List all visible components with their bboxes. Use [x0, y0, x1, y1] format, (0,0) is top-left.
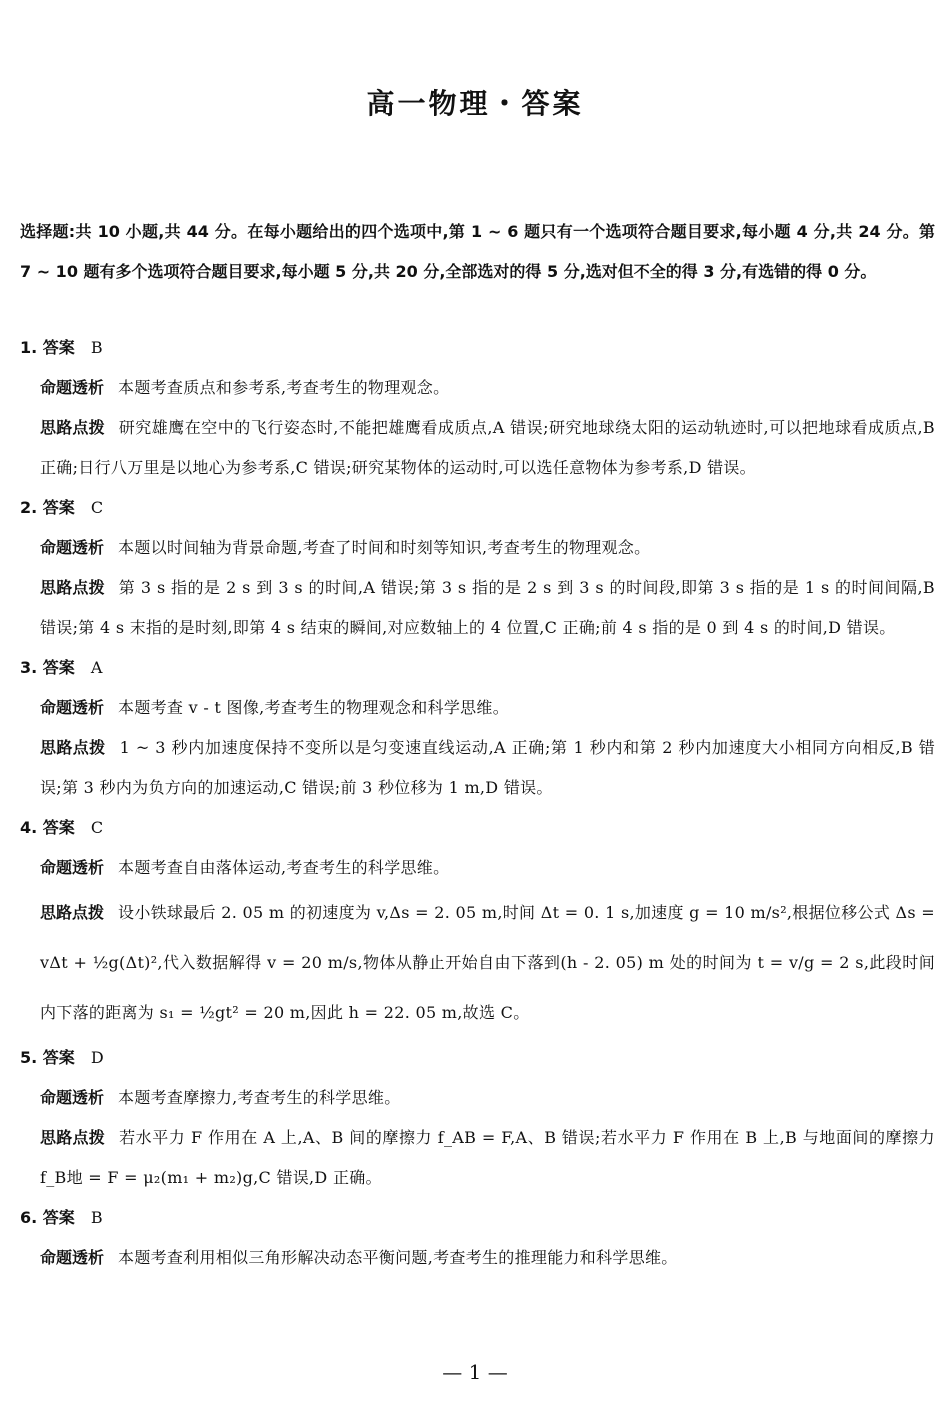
- hint-label: 思路点拨: [40, 903, 105, 922]
- hint-label: 思路点拨: [40, 1128, 106, 1147]
- insight-text: 本题考查利用相似三角形解决动态平衡问题,考查考生的推理能力和科学思维。: [118, 1248, 678, 1267]
- insight-label: 命题透析: [40, 378, 105, 397]
- answer-item: [20, 1198, 935, 1278]
- answer-label: 答案: [42, 1048, 75, 1067]
- insight-paragraph: [20, 1078, 935, 1118]
- answer-value: C: [90, 818, 104, 837]
- insight-paragraph: [20, 528, 935, 568]
- answer-value: C: [90, 498, 104, 517]
- insight-paragraph: [20, 1238, 935, 1278]
- insight-text: 本题考查 v - t 图像,考查考生的物理观念和科学思维。: [118, 698, 510, 717]
- item-number: 1.: [20, 338, 38, 357]
- item-number: 2.: [20, 498, 38, 517]
- answer-list: [20, 328, 935, 1278]
- hint-text: 设小铁球最后 2. 05 m 的初速度为 v,Δs = 2. 05 m,时间 Δt = 0. 1 s,加速度 g = 10 m/s²,根据位移公式 Δs = vΔt + ½g(Δt)²,代入数据解得 v = 20 m/s,物体从静止开始自由下落到(h - 2. 05) m 处的时间为 t = v/g = 2 s,此段时间内下落的距离为 s₁ = ½gt² = 20 m,因此 h = 22. 05 m,故选 C。: [40, 903, 935, 1022]
- insight-label: 命题透析: [40, 698, 105, 717]
- answer-item: [20, 328, 935, 488]
- answer-label: 答案: [42, 498, 75, 517]
- instructions-paragraph: 选择题:共 10 小题,共 44 分。在每小题给出的四个选项中,第 1 ~ 6 题只有一个选项符合题目要求,每小题 4 分,共 24 分。第 7 ~ 10 题有多个选项符合题目要求,每小题 5 分,共 20 分,全部选对的得 5 分,选对但不全的得 3 分,有选错的得 0 分。: [20, 222, 935, 281]
- item-number: 6.: [20, 1208, 38, 1227]
- hint-paragraph: [20, 888, 935, 1038]
- answer-label: 答案: [42, 658, 75, 677]
- insight-paragraph: [20, 848, 935, 888]
- insight-label: 命题透析: [40, 858, 105, 877]
- insight-label: 命题透析: [40, 1088, 105, 1107]
- hint-label: 思路点拨: [40, 578, 105, 597]
- answer-value: B: [90, 1208, 103, 1227]
- answer-item: [20, 488, 935, 648]
- hint-paragraph: [20, 728, 935, 808]
- hint-paragraph: [20, 408, 935, 488]
- insight-label: 命题透析: [40, 538, 105, 557]
- answer-label: 答案: [42, 818, 75, 837]
- hint-label: 思路点拨: [40, 738, 106, 757]
- item-header: [20, 1198, 935, 1238]
- hint-text: 第 3 s 指的是 2 s 到 3 s 的时间,A 错误;第 3 s 指的是 2 s 到 3 s 的时间段,即第 3 s 指的是 1 s 的时间间隔,B 错误;第 4 s 末指的是时刻,即第 4 s 结束的瞬间,对应数轴上的 4 位置,C 正确;前 4 s 指的是 0 到 4 s 的时间,D 错误。: [40, 578, 935, 637]
- page-title: 高一物理・答案: [366, 87, 584, 120]
- hint-paragraph: [20, 1118, 935, 1198]
- insight-text: 本题考查质点和参考系,考查考生的物理观念。: [118, 378, 450, 397]
- hint-paragraph: [20, 568, 935, 648]
- insight-text: 本题考查摩擦力,考查考生的科学思维。: [118, 1088, 401, 1107]
- item-number: 3.: [20, 658, 38, 677]
- hint-text: 1 ~ 3 秒内加速度保持不变所以是匀变速直线运动,A 正确;第 1 秒内和第 2 秒内加速度大小相同方向相反,B 错误;第 3 秒内为负方向的加速运动,C 错误;前 3 秒位移为 1 m,D 错误。: [40, 738, 935, 797]
- item-header: [20, 808, 935, 848]
- answer-value: D: [90, 1048, 104, 1067]
- item-number: 4.: [20, 818, 38, 837]
- page-number: — 1 —: [442, 1360, 508, 1384]
- answer-item: [20, 648, 935, 808]
- insight-paragraph: [20, 688, 935, 728]
- item-header: [20, 488, 935, 528]
- answer-item: [20, 808, 935, 1038]
- hint-text: 若水平力 F 作用在 A 上,A、B 间的摩擦力 f_AB = F,A、B 错误;若水平力 F 作用在 B 上,B 与地面间的摩擦力 f_B地 = F = μ₂(m₁ + m₂)g,C 错误,D 正确。: [40, 1128, 935, 1187]
- answer-label: 答案: [42, 1208, 75, 1227]
- item-header: [20, 648, 935, 688]
- item-header: [20, 328, 935, 368]
- hint-text: 研究雄鹰在空中的飞行姿态时,不能把雄鹰看成质点,A 错误;研究地球绕太阳的运动轨迹时,可以把地球看成质点,B 正确;日行八万里是以地心为参考系,C 错误;研究某物体的运动时,可以选任意物体为参考系,D 错误。: [40, 418, 935, 477]
- answer-label: 答案: [42, 338, 75, 357]
- insight-paragraph: [20, 368, 935, 408]
- insight-text: 本题考查自由落体运动,考查考生的科学思维。: [118, 858, 450, 877]
- answer-value: A: [90, 658, 103, 677]
- insight-label: 命题透析: [40, 1248, 105, 1267]
- item-number: 5.: [20, 1048, 38, 1067]
- insight-text: 本题以时间轴为背景命题,考查了时间和时刻等知识,考查考生的物理观念。: [118, 538, 651, 557]
- item-header: [20, 1038, 935, 1078]
- hint-label: 思路点拨: [40, 418, 105, 437]
- answer-value: B: [90, 338, 103, 357]
- answer-item: [20, 1038, 935, 1198]
